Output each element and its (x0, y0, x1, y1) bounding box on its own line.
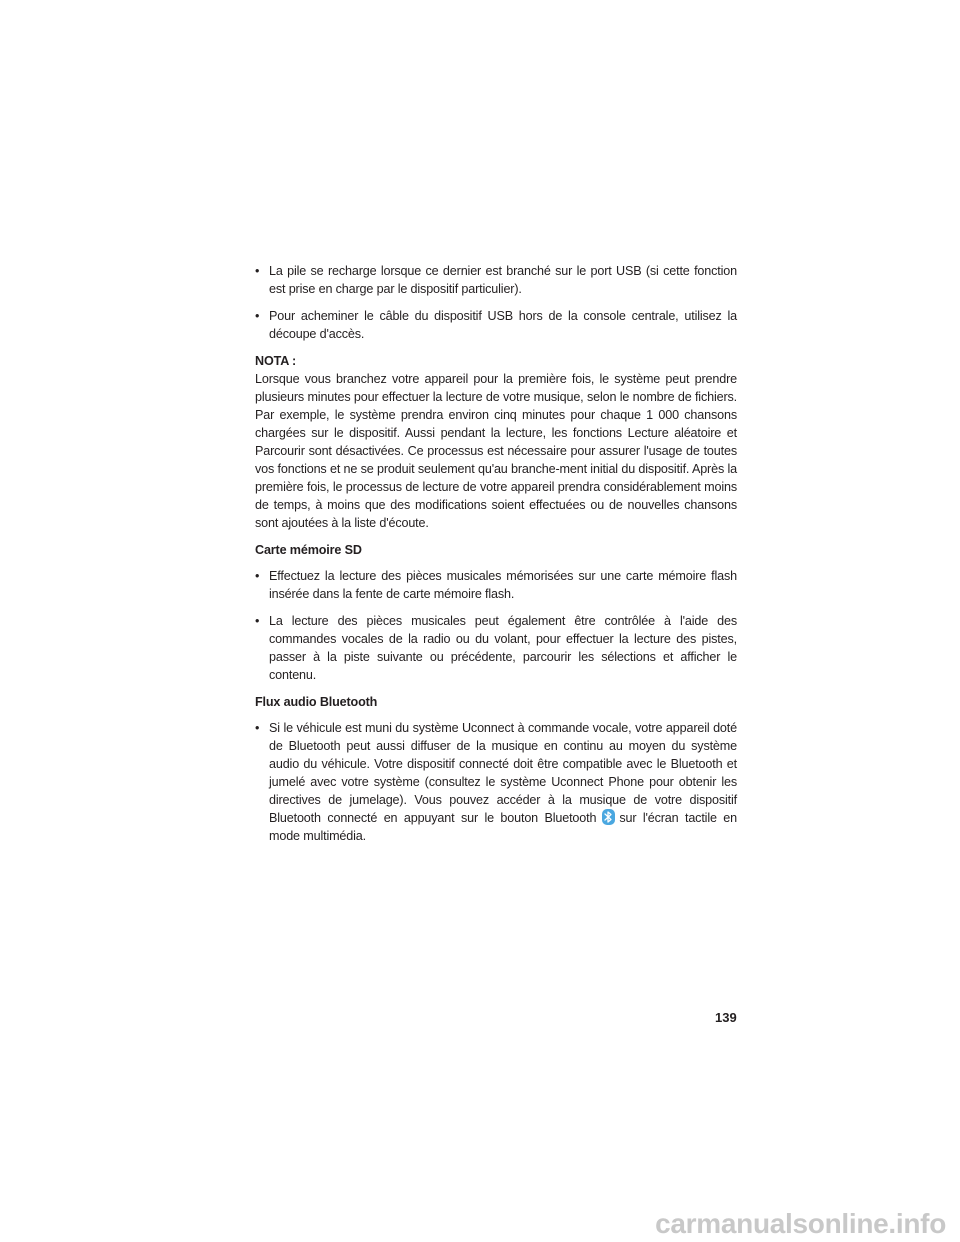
bluetooth-heading: Flux audio Bluetooth (255, 695, 378, 709)
note-text: Lorsque vous branchez votre appareil pour la première fois, le système peut prendre plusieurs minutes pour effectuer la lecture de votre musique, selon le nombre de fichiers. Par exemple, le système prendra environ cinq minutes pour chaque 1 000 chansons chargées sur le dispositif. Aussi pendant la lecture, les fonctions Lecture aléatoire et Parcourir sont désactivées. Ce processus est nécessaire pour assurer l'usage de toutes vos fonctions et ne se produit seulement qu'au branche-ment initial du dispositif. Après la première fois, le processus de lecture de votre appareil prendra considérablement moins de temps, à moins que des modifications soient effectuées ou de nouvelles chansons sont ajoutées à la liste d'écoute. (255, 372, 737, 530)
bullet-text: La lecture des pièces musicales peut également être contrôlée à l'aide des commandes vocales de la radio ou du volant, pour effectuer la lecture des pistes, passer à la piste suivante ou précédente, parcourir les sélections et afficher le contenu. (269, 614, 737, 682)
bullet-dot: • (255, 614, 260, 628)
sd-card-heading: Carte mémoire SD (255, 543, 362, 557)
note-label: NOTA : (255, 354, 297, 368)
bullet-dot: • (255, 264, 260, 278)
bullet-item (255, 612, 737, 684)
watermark: carmanualsonline.info (655, 1208, 946, 1239)
bullet-dot: • (255, 569, 260, 583)
bullet-item (255, 307, 737, 343)
bullet-item (255, 719, 737, 845)
page-content (255, 262, 737, 854)
bluetooth-text-after-icon: sur l'écran tactile en mode multimédia. (269, 811, 737, 843)
bullet-text: Effectuez la lecture des pièces musicales mémorisées sur une carte mémoire flash insérée dans la fente de carte mémoire flash. (269, 569, 737, 601)
bullet-text-bluetooth (269, 719, 737, 845)
bullet-text: La pile se recharge lorsque ce dernier est branché sur le port USB (si cette fonction est prise en charge par le dispositif particulier). (269, 264, 737, 296)
bullet-item (255, 262, 737, 298)
bullet-dot: • (255, 309, 260, 323)
bluetooth-text-before-icon: Si le véhicule est muni du système Uconnect à commande vocale, votre appareil doté de Bluetooth peut aussi diffuser de la musique en continu au moyen du système audio du véhicule. Votre dispositif connecté doit être compatible avec le Bluetooth et jumelé avec votre système (consultez le système Uconnect Phone pour obtenir les directives de jumelage). Vous pouvez accéder à la musique de votre dispositif Bluetooth connecté en appuyant sur le bouton Bluetooth (269, 721, 737, 825)
bullet-dot: • (255, 721, 260, 735)
page-number: 139 (715, 1010, 737, 1025)
bullet-item (255, 567, 737, 603)
bullet-text: Pour acheminer le câble du dispositif USB hors de la console centrale, utilisez la découpe d'accès. (269, 309, 737, 341)
bluetooth-icon (602, 809, 615, 825)
